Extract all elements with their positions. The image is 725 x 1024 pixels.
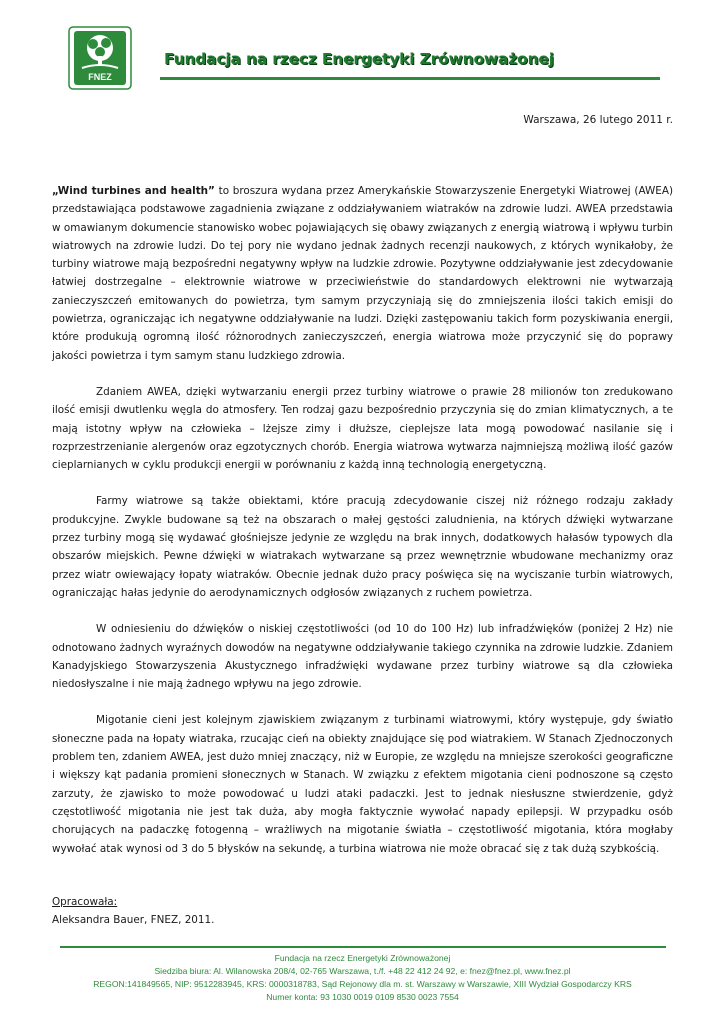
letter-body: [52, 182, 673, 876]
paragraph-4: W odniesieniu do dźwięków o niskiej częstotliwości (od 10 do 100 Hz) lub infradźwięków (poniżej 2 Hz) nie odnotowano żadnych wyraźnych dowodów na negatywne oddziaływanie takiego czynnika na zdrowie ludzkie. Zdaniem Kanadyjskiego Stowarzyszenia Akustycznego infradźwięki wydawane przez turbiny wiatrowe są dla człowieka niedosłyszalne i nie mają żadnego wpływu na jego zdrowie.: [52, 623, 673, 691]
header-rule: [160, 77, 660, 80]
author-name: Aleksandra Bauer, FNEZ, 2011.: [52, 914, 215, 926]
date-line: Warszawa, 26 lutego 2011 r.: [523, 114, 673, 126]
paragraph-2: Zdaniem AWEA, dzięki wytwarzaniu energii przez turbiny wiatrowe o prawie 28 milionów ton zredukowano ilość emisji dwutlenku węgla do atmosfery. Ten rodzaj gazu bezpośrednio przyczynia się do zmian klimatycznych, a te mają istotny wpływ na człowieka – lżejsze zimy i dłuższe, cieplejsze lata mogą powodować nasilanie się i rozprzestrzenianie alergenów oraz egzotycznych chorób. Energia wiatrowa wytwarza najmniejszą możliwą ilość gazów cieplarnianych w cyklu produkcji energii w porównaniu z każdą inną technologią energetyczną.: [52, 385, 673, 472]
paragraph-1-text: to broszura wydana przez Amerykańskie Stowarzyszenie Energetyki Wiatrowej (AWEA) przedstawiająca podstawowe zagadnienia związane z oddziaływaniem wiatraków na zdrowie ludzi. AWEA przedstawia w omawianym dokumencie stanowisko wobec pojawiających się obawy związanych z energią wiatrową i wpływu turbin wiatrowych na zdrowie ludzi. Do tej pory nie wydano jednak żadnych recenzji naukowych, z których wynikałoby, że turbiny wiatrowe mają bezpośredni negatywny wpływ na ludzkie zdrowie. Pozytywne oddziaływanie jest zdecydowanie łatwiej dostrzegalne – elektrownie wiatrowe w przeciwieństwie do standardowych elektrowni nie wytwarzają zanieczyszczeń emitowanych do powietrza, tym samym przyczyniają się do zmniejszenia ilości takich emisji do powietrza, ograniczając ich negatywne oddziaływanie na ludzi. Dzięki zastępowaniu takich form pozyskiwania energii, które produkują ogromną ilość różnorodnych zanieczyszczeń, energia wiatrowa może przyczynić się do poprawy jakości powietrza i tym samym stanu ludzkiego zdrowia.: [52, 185, 673, 362]
paragraph-3: Farmy wiatrowe są także obiektami, które pracują zdecydowanie ciszej niż różnego rodzaju zakłady produkcyjne. Zwykle budowane są też na obszarach o małej gęstości zaludnienia, na których dźwięki wytwarzane przez turbiny mogą się wydawać głośniejsze jedynie ze względu na brak innych, dodatkowych hałasów typowych dla obszarów miejskich. Pewne dźwięki w wiatrakach wytwarzane są przez wewnętrznie wbudowane mechanizmy oraz przez wiatr owiewający łopaty wiatraków. Obecnie jednak dużo pracy poświęca się na wyciszanie turbin wiatrowych, ograniczając hałas jedynie do aerodynamicznych odgłosów związanych z ruchem powietrza.: [52, 495, 673, 599]
paragraph-5: Migotanie cieni jest kolejnym zjawiskiem związanym z turbinami wiatrowymi, który występuje, gdy światło słoneczne pada na łopaty wiatraka, rzucając cień na obiekty znajdujące się pod wiatrakiem. W Stanach Zjednoczonych problem ten, zdaniem AWEA, jest dużo mniej znaczący, niż w Europie, ze względu na mniejsze szerokości geograficzne i większy kąt padania promieni słonecznych w Stanach. W związku z efektem migotania cieni podnoszone są często zarzuty, że zjawisko to może powodować u ludzi ataki padaczki. Jest to jednak niesłuszne stwierdzenie, gdyż częstotliwość migotania nie jest tak duża, aby mogła faktycznie wywołać napady epilepsji. W przypadku osób chorujących na padaczkę fotogenną – wrażliwych na migotanie światła – częstotliwość migotania, która mogłaby wywołać atak wynosi od 3 do 5 błysków na sekundę, a turbina wiatrowa nie może obracać się z tak dużą szybkością.: [52, 714, 673, 855]
fnez-logo-icon: [68, 26, 132, 90]
author-label: Opracowała:: [52, 896, 118, 908]
org-title: Fundacja na rzecz Energetyki Zrównoważonej: [164, 50, 554, 68]
letterhead: [68, 26, 688, 92]
footer-address: Siedziba biura: Al. Wilanowska 208/4, 02-765 Warszawa, t./f. +48 22 412 24 92, e: fnez@fnez.pl, www.fnez.pl: [154, 966, 571, 976]
author-block: [52, 893, 214, 929]
paragraph-1: [52, 182, 673, 365]
logo-text: FNEZ: [88, 72, 112, 82]
footer-registration: REGON:141849565, NIP: 9512283945, KRS: 0000318783, Sąd Rejonowy dla m. st. Warszawy w Warszawie, XIII Wydział Gospodarczy KRS: [93, 979, 632, 989]
footer-org-name: Fundacja na rzecz Energetyki Zrównoważonej: [274, 953, 451, 963]
footer-rule: [60, 946, 666, 948]
footer: [0, 952, 725, 1004]
footer-account: Numer konta: 93 1030 0019 0109 8530 0023 7554: [266, 992, 459, 1002]
brochure-title: „Wind turbines and health”: [52, 185, 215, 197]
